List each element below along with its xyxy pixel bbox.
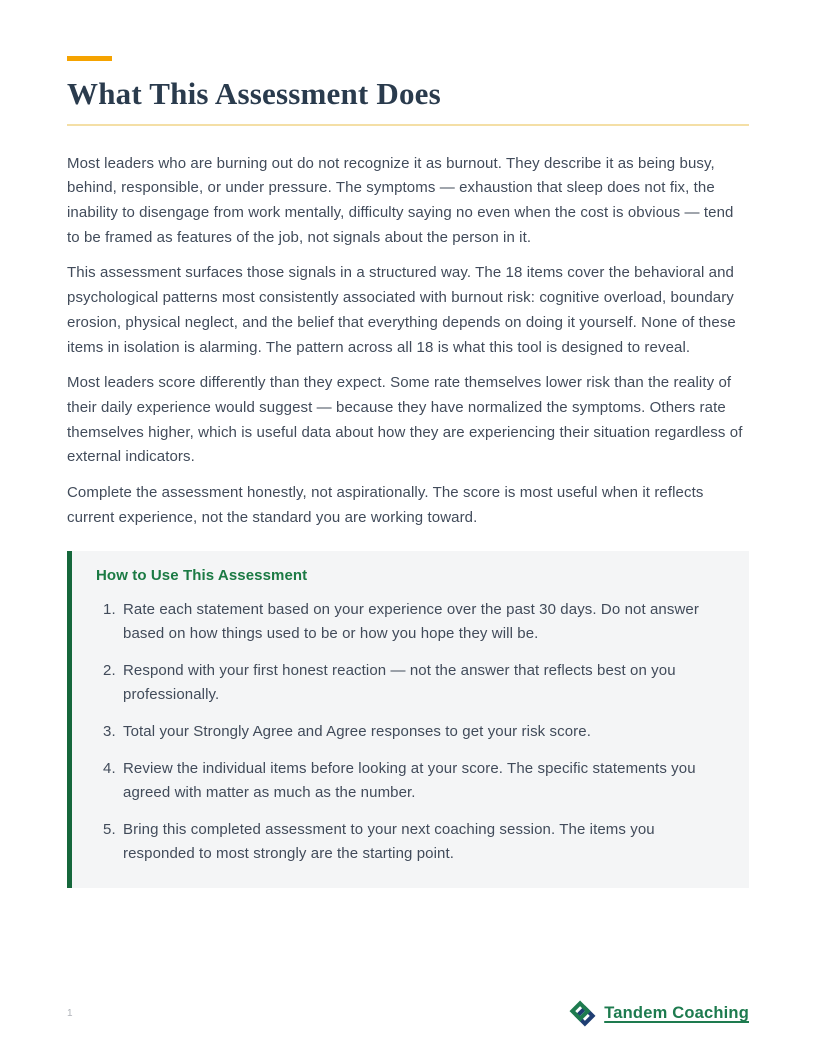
title-underline xyxy=(67,124,749,126)
paragraph-4: Complete the assessment honestly, not aspirationally. The score is most useful when it reflects current experience, not the standard you are working toward. xyxy=(67,484,704,526)
tandem-diamond-icon xyxy=(569,1000,596,1027)
paragraph-2: This assessment surfaces those signals in a structured way. The 18 items cover the behavioral and psychological patterns most consistently associated with burnout risk: cognitive overload, boundary erosion, physical neglect, and the belief that everything depends on doing it yourself. None of these items in isolation is alarming. The pattern across all 18 is what this tool is designed to reveal. xyxy=(67,264,736,356)
brand-logo xyxy=(569,1000,749,1027)
page-footer xyxy=(67,1000,749,1027)
callout-item-3: 3. Total your Strongly Agree and Agree responses to get your risk score. xyxy=(120,720,725,744)
callout-list xyxy=(96,598,725,866)
callout-item-1: 1. Rate each statement based on your experience over the past 30 days. Do not answer based on how things used to be or how you hope they will be. xyxy=(120,598,725,646)
accent-bar xyxy=(67,56,112,61)
callout-item-4: 4. Review the individual items before looking at your score. The specific statements you agreed with matter as much as the number. xyxy=(120,757,725,805)
page-number: 1 xyxy=(67,1008,73,1019)
callout-item-2: 2. Respond with your first honest reaction — not the answer that reflects best on you professionally. xyxy=(120,659,725,707)
paragraph-3: Most leaders score differently than they expect. Some rate themselves lower risk than the reality of their daily experience would suggest — because they have normalized the symptoms. Others rate themselves higher, which is useful data about how they are experiencing their situation regardless of external indicators. xyxy=(67,374,743,466)
callout-title: How to Use This Assessment xyxy=(96,567,308,585)
brand-name: Tandem Coaching xyxy=(604,1004,749,1022)
body-text xyxy=(67,152,749,531)
paragraph-1: Most leaders who are burning out do not recognize it as burnout. They describe it as being busy, behind, responsible, or under pressure. The symptoms — exhaustion that sleep does not fix, the inability to disengage from work mentally, difficulty saying no even when the cost is obvious — tend to be framed as features of the job, not signals about the person in it. xyxy=(67,154,734,246)
callout-item-5: 5. Bring this completed assessment to your next coaching session. The items you responded to most strongly are the starting point. xyxy=(120,818,725,866)
page-title: What This Assessment Does xyxy=(67,76,441,111)
how-to-callout xyxy=(67,551,749,888)
